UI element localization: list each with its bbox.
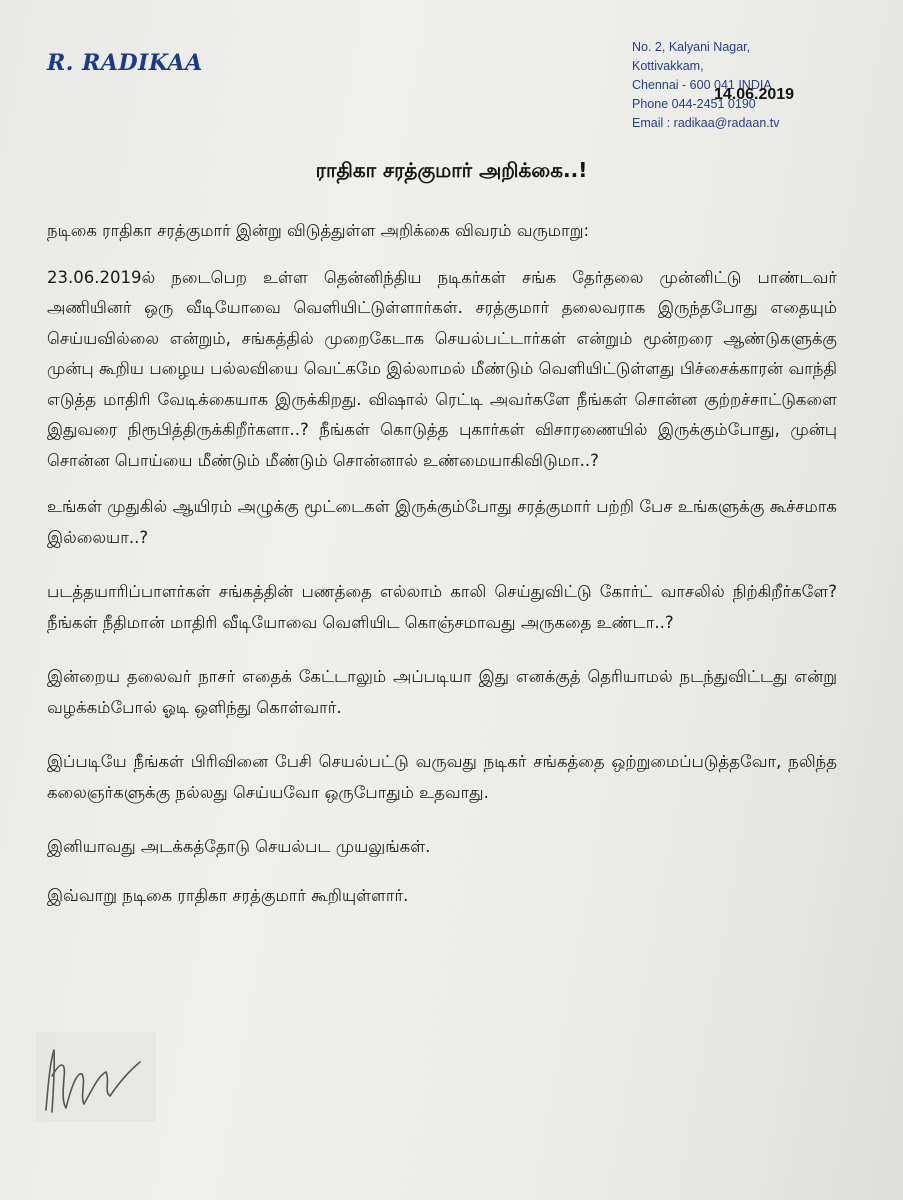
signature-image bbox=[36, 1032, 156, 1122]
letterhead-name: R. RADIKAA bbox=[47, 50, 203, 76]
address-line: Email : radikaa@radaan.tv bbox=[632, 116, 780, 130]
body-paragraph: இன்றைய தலைவர் நாசர் எதைக் கேட்டாலும் அப்படியா இது எனக்குத் தெரியாமல் நடந்துவிட்டது என்று வழக்கம்போல் ஓடி ஒளிந்து கொள்வார். bbox=[47, 667, 837, 717]
body-paragraph: உங்கள் முதுகில் ஆயிரம் அழுக்கு மூட்டைகள் இருக்கும்போது சரத்குமார் பற்றி பேச உங்களுக்கு கூச்சமாக இல்லையா..? bbox=[47, 497, 837, 547]
body-paragraph: படத்தயாரிப்பாளர்கள் சங்கத்தின் பணத்தை எல்லாம் காலி செய்துவிட்டு கோர்ட் வாசலில் நிற்கிறீர்களே? நீங்கள் நீதிமான் மாதிரி வீடியோவை வெளியிட கொஞ்சமாவது அருகதை உண்டா..? bbox=[47, 582, 837, 632]
body-paragraph: 23.06.2019ல் நடைபெற உள்ள தென்னிந்திய நடிகர்கள் சங்க தேர்தலை முன்னிட்டு பாண்டவர் அணியினர் ஒரு வீடியோவை வெளியிட்டுள்ளார்கள். சரத்குமார் தலைவராக இருந்தபோது எதையும் செய்யவில்லை என்றும், சங்கத்தில் முறைகேடாக செயல்பட்டார்கள் என்றும் மூன்றரை ஆண்டுகளுக்கு முன்பு கூறிய பழைய பல்லவியை வெட்கமே இல்லாமல் மீண்டும் வெளியிட்டுள்ளது பிச்சைக்காரன் வாந்தி எடுத்த மாதிரி வேடிக்கையாக இருக்கிறது. விஷால் ரெட்டி அவர்களே நீங்கள் சொன்ன குற்றச்சாட்டுகளை இதுவரை நிரூபித்திருக்கிறீர்களா..? நீங்கள் கொடுத்த புகார்கள் விசாரணையில் இருக்கும்போது, முன்பு சொன்ன பொய்யை மீண்டும் மீண்டும் சொன்னால் உண்மையாகிவிடுமா..? bbox=[47, 267, 837, 470]
address-line: Kottivakkam, bbox=[632, 59, 704, 73]
closing-paragraph: இவ்வாறு நடிகை ராதிகா சரத்குமார் கூறியுள்ளார். bbox=[47, 885, 409, 905]
address-line: Phone 044-2451 0190 bbox=[632, 97, 756, 111]
statement-body bbox=[47, 216, 837, 911]
address-line: No. 2, Kalyani Nagar, bbox=[632, 40, 751, 54]
statement-title: ராதிகா சரத்குமார் அறிக்கை..! bbox=[315, 158, 588, 182]
body-paragraph: இனியாவது அடக்கத்தோடு செயல்பட முயலுங்கள். bbox=[47, 837, 431, 856]
body-paragraph: இப்படியே நீங்கள் பிரிவினை பேசி செயல்பட்டு வருவது நடிகர் சங்கத்தை ஒற்றுமைப்படுத்தவோ, நலிந்த கலைஞர்களுக்கு நல்லது செய்யவோ ஒருபோதும் உதவாது. bbox=[47, 752, 837, 802]
letter-date: 14.06.2019 bbox=[714, 86, 795, 103]
address-line: Chennai - 600 041 INDIA bbox=[632, 78, 772, 92]
intro-paragraph: நடிகை ராதிகா சரத்குமார் இன்று விடுத்துள்ள அறிக்கை விவரம் வருமாறு: bbox=[47, 221, 590, 240]
